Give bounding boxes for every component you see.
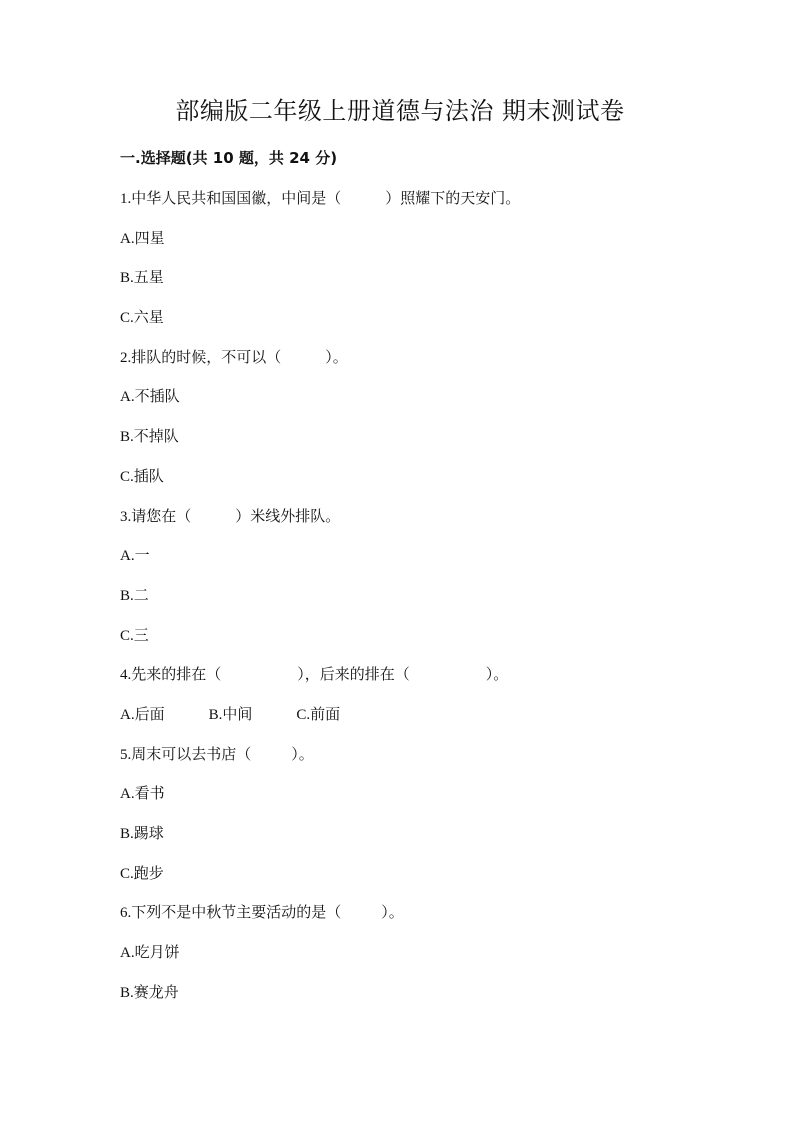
question-text: 周末可以去书店（ — [131, 744, 252, 763]
question-number: 2. — [120, 349, 132, 366]
question-text: ）。 — [485, 665, 509, 684]
question-number: 5. — [120, 746, 132, 763]
question-text: ）。 — [291, 744, 314, 763]
option-row — [120, 702, 720, 742]
option-a: A.一 — [120, 546, 150, 565]
question-number: 1. — [120, 191, 132, 207]
option-b: B.二 — [120, 585, 149, 604]
question-text: 排队的时候，不可以（ — [131, 347, 282, 366]
question-5 — [120, 742, 720, 782]
question-number: 6. — [120, 905, 132, 922]
option-c: C.前面 — [296, 704, 341, 723]
question-text: 中华人民共和国国徽，中间是（ — [131, 189, 342, 207]
question-1 — [120, 186, 720, 226]
question-number: 3. — [120, 508, 132, 525]
section-heading: 一.选择题(共 10 题，共 24 分) — [120, 149, 338, 167]
option-a: A.四星 — [120, 228, 165, 247]
question-4 — [120, 662, 720, 702]
option-a: A.看书 — [120, 784, 165, 803]
option-c: C.三 — [120, 625, 149, 644]
option-c: C.插队 — [120, 466, 164, 485]
question-text: ）照耀下的天安门。 — [385, 189, 521, 207]
question-text: 请您在（ — [131, 506, 192, 525]
question-text: ）米线外排队。 — [235, 506, 341, 525]
question-list — [120, 186, 720, 1019]
question-6 — [120, 900, 720, 940]
question-2 — [120, 345, 720, 385]
option-b: B.踢球 — [120, 824, 164, 842]
question-text: 先来的排在（ — [131, 665, 222, 684]
option-a: A.不插队 — [120, 387, 180, 406]
option-b: B.中间 — [208, 704, 253, 723]
option-c: C.跑步 — [120, 863, 164, 882]
question-3 — [120, 504, 720, 544]
question-text: ）。 — [325, 347, 348, 366]
question-text: ），后来的排在（ — [297, 665, 410, 684]
question-number: 4. — [120, 667, 132, 684]
option-a: A.吃月饼 — [120, 943, 180, 962]
question-text: ）。 — [381, 903, 404, 922]
page-title: 部编版二年级上册道德与法治 期末测试卷 — [175, 97, 625, 125]
option-a: A.后面 — [120, 704, 165, 723]
option-c: C.六星 — [120, 308, 164, 327]
option-b: B.五星 — [120, 268, 164, 287]
option-b: B.赛龙舟 — [120, 982, 179, 1001]
option-b: B.不掉队 — [120, 427, 179, 446]
question-text: 下列不是中秋节主要活动的是（ — [131, 903, 342, 922]
